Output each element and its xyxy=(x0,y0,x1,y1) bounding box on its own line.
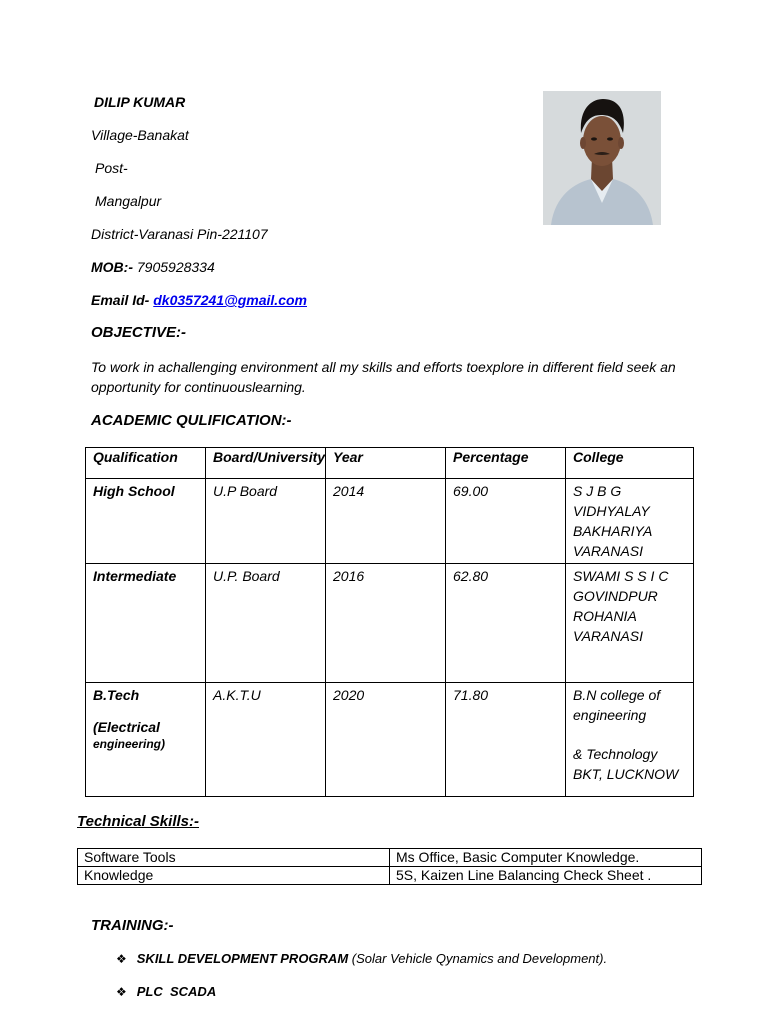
table-row xyxy=(86,683,694,797)
skill-label: Software Tools xyxy=(78,849,390,867)
address-district: District-Varanasi Pin-221107 xyxy=(91,226,268,242)
year-cell: 2014 xyxy=(326,479,446,564)
address-village: Village-Banakat xyxy=(91,127,189,143)
qualification-branch-2: engineering) xyxy=(93,737,166,751)
col-header-board: Board/University xyxy=(206,448,326,479)
qualification-cell: High School xyxy=(86,479,206,564)
mobile-number: 7905928334 xyxy=(136,259,215,275)
technical-skills-table xyxy=(77,848,702,885)
board-cell: U.P. Board xyxy=(206,564,326,683)
training-title: SKILL DEVELOPMENT PROGRAM xyxy=(136,951,349,966)
percentage-cell: 62.80 xyxy=(446,564,566,683)
mobile-line xyxy=(91,259,215,275)
college-cell: S J B G VIDHYALAY BAKHARIYA VARANASI xyxy=(566,479,694,564)
college-name-1: B.N college of engineering xyxy=(573,687,661,723)
email-link[interactable]: dk0357241@gmail.com xyxy=(153,292,307,308)
qualification-cell: Intermediate xyxy=(86,564,206,683)
col-header-year: Year xyxy=(326,448,446,479)
qualification-degree: B.Tech xyxy=(93,687,140,703)
objective-text: To work in achallenging environment all my skills and efforts toexplore in different field seek an opportunity for continuouslearning. xyxy=(91,359,676,395)
training-heading: TRAINING:- xyxy=(91,917,174,934)
table-row xyxy=(86,479,694,564)
college-cell xyxy=(566,683,694,797)
email-line xyxy=(91,292,307,308)
year-cell: 2020 xyxy=(326,683,446,797)
skill-value: Ms Office, Basic Computer Knowledge. xyxy=(390,849,702,867)
candidate-name: DILIP KUMAR xyxy=(94,94,186,110)
academic-heading: ACADEMIC QULIFICATION:- xyxy=(91,412,292,429)
skill-value: 5S, Kaizen Line Balancing Check Sheet . xyxy=(390,867,702,885)
year-cell: 2016 xyxy=(326,564,446,683)
college-cell: SWAMI S S I C GOVINDPUR ROHANIA VARANASI xyxy=(566,564,694,683)
academic-table xyxy=(85,447,694,797)
list-item xyxy=(116,984,216,999)
technical-heading: Technical Skills:- xyxy=(77,813,199,830)
table-row xyxy=(78,867,702,885)
profile-photo-image xyxy=(543,91,661,225)
address-town: Mangalpur xyxy=(95,193,162,209)
qualification-branch: (Electrical xyxy=(93,719,160,735)
skill-label: Knowledge xyxy=(78,867,390,885)
col-header-qualification: Qualification xyxy=(86,448,206,479)
diamond-bullet-icon: ❖ xyxy=(116,985,127,999)
table-row xyxy=(78,849,702,867)
table-row xyxy=(86,564,694,683)
col-header-percentage: Percentage xyxy=(446,448,566,479)
address-post: Post- xyxy=(95,160,128,176)
list-item xyxy=(116,951,607,966)
qualification-cell xyxy=(86,683,206,797)
training-detail: (Solar Vehicle Qynamics and Development). xyxy=(351,951,608,966)
col-header-college: College xyxy=(566,448,694,479)
mobile-label: MOB:- xyxy=(91,259,133,275)
profile-photo xyxy=(543,91,661,225)
percentage-cell: 69.00 xyxy=(446,479,566,564)
percentage-cell: 71.80 xyxy=(446,683,566,797)
academic-header-row xyxy=(86,448,694,479)
training-title: PLC SCADA xyxy=(136,984,217,999)
board-cell: U.P Board xyxy=(206,479,326,564)
college-name-2: & Technology BKT, LUCKNOW xyxy=(573,746,679,782)
objective-heading: OBJECTIVE:- xyxy=(91,324,187,341)
email-label: Email Id- xyxy=(91,292,150,308)
board-cell: A.K.T.U xyxy=(206,683,326,797)
diamond-bullet-icon: ❖ xyxy=(116,952,127,966)
